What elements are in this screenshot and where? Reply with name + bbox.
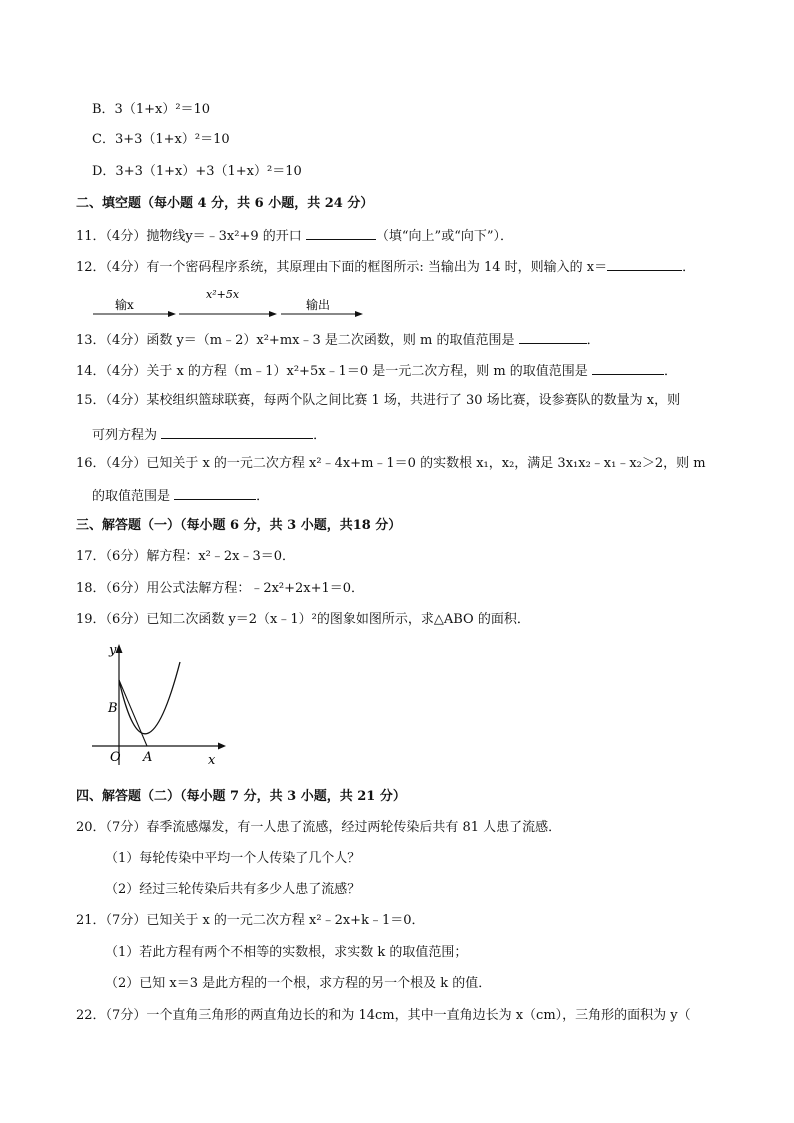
question-14 bbox=[76, 361, 677, 381]
segment-ab bbox=[119, 680, 147, 746]
answer-blank bbox=[174, 486, 256, 500]
question-15-suffix: ． bbox=[313, 428, 327, 443]
question-18: 18．（6分）用公式法解方程：﹣2x²+2x+1＝0． bbox=[76, 581, 365, 596]
question-19: 19．（6分）已知二次函数 y＝2（x﹣1）²的图象如图所示，求△ABO 的面积． bbox=[76, 612, 530, 627]
parabola-curve bbox=[119, 662, 180, 734]
question-15-text-2: 可列方程为 bbox=[92, 428, 162, 443]
question-13 bbox=[76, 330, 600, 350]
flow-operation-label: x²+5x bbox=[206, 288, 240, 301]
question-22: 22．（7分）一个直角三角形的两直角边长的和为 14cm，其中一直角边长为 x（cm），三角形的面积为 y（ bbox=[76, 1008, 691, 1023]
flow-input-label: 输x bbox=[115, 298, 134, 312]
flowchart-diagram bbox=[93, 282, 373, 318]
y-axis-arrowhead bbox=[116, 644, 123, 653]
question-11-text: 11．（4分）抛物线y＝﹣3x²+9 的开口 bbox=[76, 229, 306, 244]
answer-blank bbox=[592, 361, 664, 375]
question-13-suffix: ． bbox=[586, 333, 600, 348]
origin-label: O bbox=[110, 750, 121, 765]
question-20-part-1: （1）每轮传染中平均一个人传染了几个人？ bbox=[105, 851, 361, 866]
question-12-text: 12．（4分）有一个密码程序系统，其原理由下面的框图所示: 当输出为 14 时，则输入的 x＝ bbox=[76, 260, 608, 275]
question-20-part-2: （2）经过三轮传染后共有多少人患了流感？ bbox=[105, 882, 361, 897]
parabola-graph bbox=[92, 640, 227, 770]
y-axis-label: y bbox=[109, 643, 117, 658]
flow-output-label: 输出 bbox=[306, 298, 331, 312]
flow-arrowhead-1 bbox=[168, 311, 176, 317]
point-b-label: B bbox=[108, 701, 118, 716]
section-answer-2-title: 四、解答题（二）（每小题 7 分，共 3 小题，共 21 分） bbox=[76, 789, 406, 804]
x-axis-label: x bbox=[208, 753, 216, 768]
question-12 bbox=[76, 257, 695, 277]
question-21-part-1: （1）若此方程有两个不相等的实数根，求实数 k 的取值范围； bbox=[105, 945, 468, 960]
question-15-line-1: 15．（4分）某校组织篮球联赛，每两个队之间比赛 1 场，共进行了 30 场比赛，设参赛队的数量为 x，则 bbox=[76, 393, 681, 408]
question-11 bbox=[76, 226, 513, 246]
question-17: 17．（6分）解方程：x²﹣2x﹣3＝0． bbox=[76, 549, 296, 564]
question-11-suffix: （填“向上”或“向下”）． bbox=[375, 229, 513, 244]
option-b: B．3（1+x）²＝10 bbox=[92, 102, 211, 117]
question-15-line-2 bbox=[92, 425, 326, 445]
question-21: 21．（7分）已知关于 x 的一元二次方程 x²﹣2x+k﹣1＝0． bbox=[76, 913, 425, 928]
question-16-text-2: 的取值范围是 bbox=[92, 489, 175, 504]
question-13-text: 13．（4分）函数 y＝（m﹣2）x²+mx﹣3 是二次函数，则 m 的取值范围是 bbox=[76, 333, 519, 348]
question-12-suffix: ． bbox=[682, 260, 696, 275]
question-16-suffix: ． bbox=[256, 489, 270, 504]
option-d: D．3+3（1+x）+3（1+x）²＝10 bbox=[92, 164, 302, 179]
question-20: 20．（7分）春季流感爆发，有一人患了流感，经过两轮传染后共有 81 人患了流感． bbox=[76, 820, 562, 835]
answer-blank bbox=[607, 257, 682, 271]
question-16-line-2 bbox=[92, 486, 269, 506]
flow-arrowhead-3 bbox=[355, 311, 363, 317]
point-a-label: A bbox=[143, 750, 153, 765]
answer-blank bbox=[306, 226, 376, 240]
answer-blank bbox=[519, 330, 587, 344]
question-14-suffix: ． bbox=[663, 364, 677, 379]
x-axis-arrowhead bbox=[218, 743, 226, 750]
section-fill-in-title: 二、填空题（每小题 4 分，共 6 小题，共 24 分） bbox=[76, 196, 374, 211]
question-21-part-2: （2）已知 x＝3 是此方程的一个根，求方程的另一个根及 k 的值． bbox=[105, 976, 492, 991]
flow-arrowhead-2 bbox=[269, 311, 277, 317]
option-c: C．3+3（1+x）²＝10 bbox=[92, 132, 230, 147]
answer-blank bbox=[161, 425, 313, 439]
section-answer-1-title: 三、解答题（一）（每小题 6 分，共 3 小题，共18 分） bbox=[76, 518, 402, 533]
question-16-line-1: 16．（4分）已知关于 x 的一元二次方程 x²﹣4x+m﹣1＝0 的实数根 x₁，x₂，满足 3x₁x₂﹣x₁﹣x₂＞2，则 m bbox=[76, 456, 706, 471]
question-14-text: 14．（4分）关于 x 的方程（m﹣1）x²+5x﹣1＝0 是一元二次方程，则 m 的取值范围是 bbox=[76, 364, 592, 379]
